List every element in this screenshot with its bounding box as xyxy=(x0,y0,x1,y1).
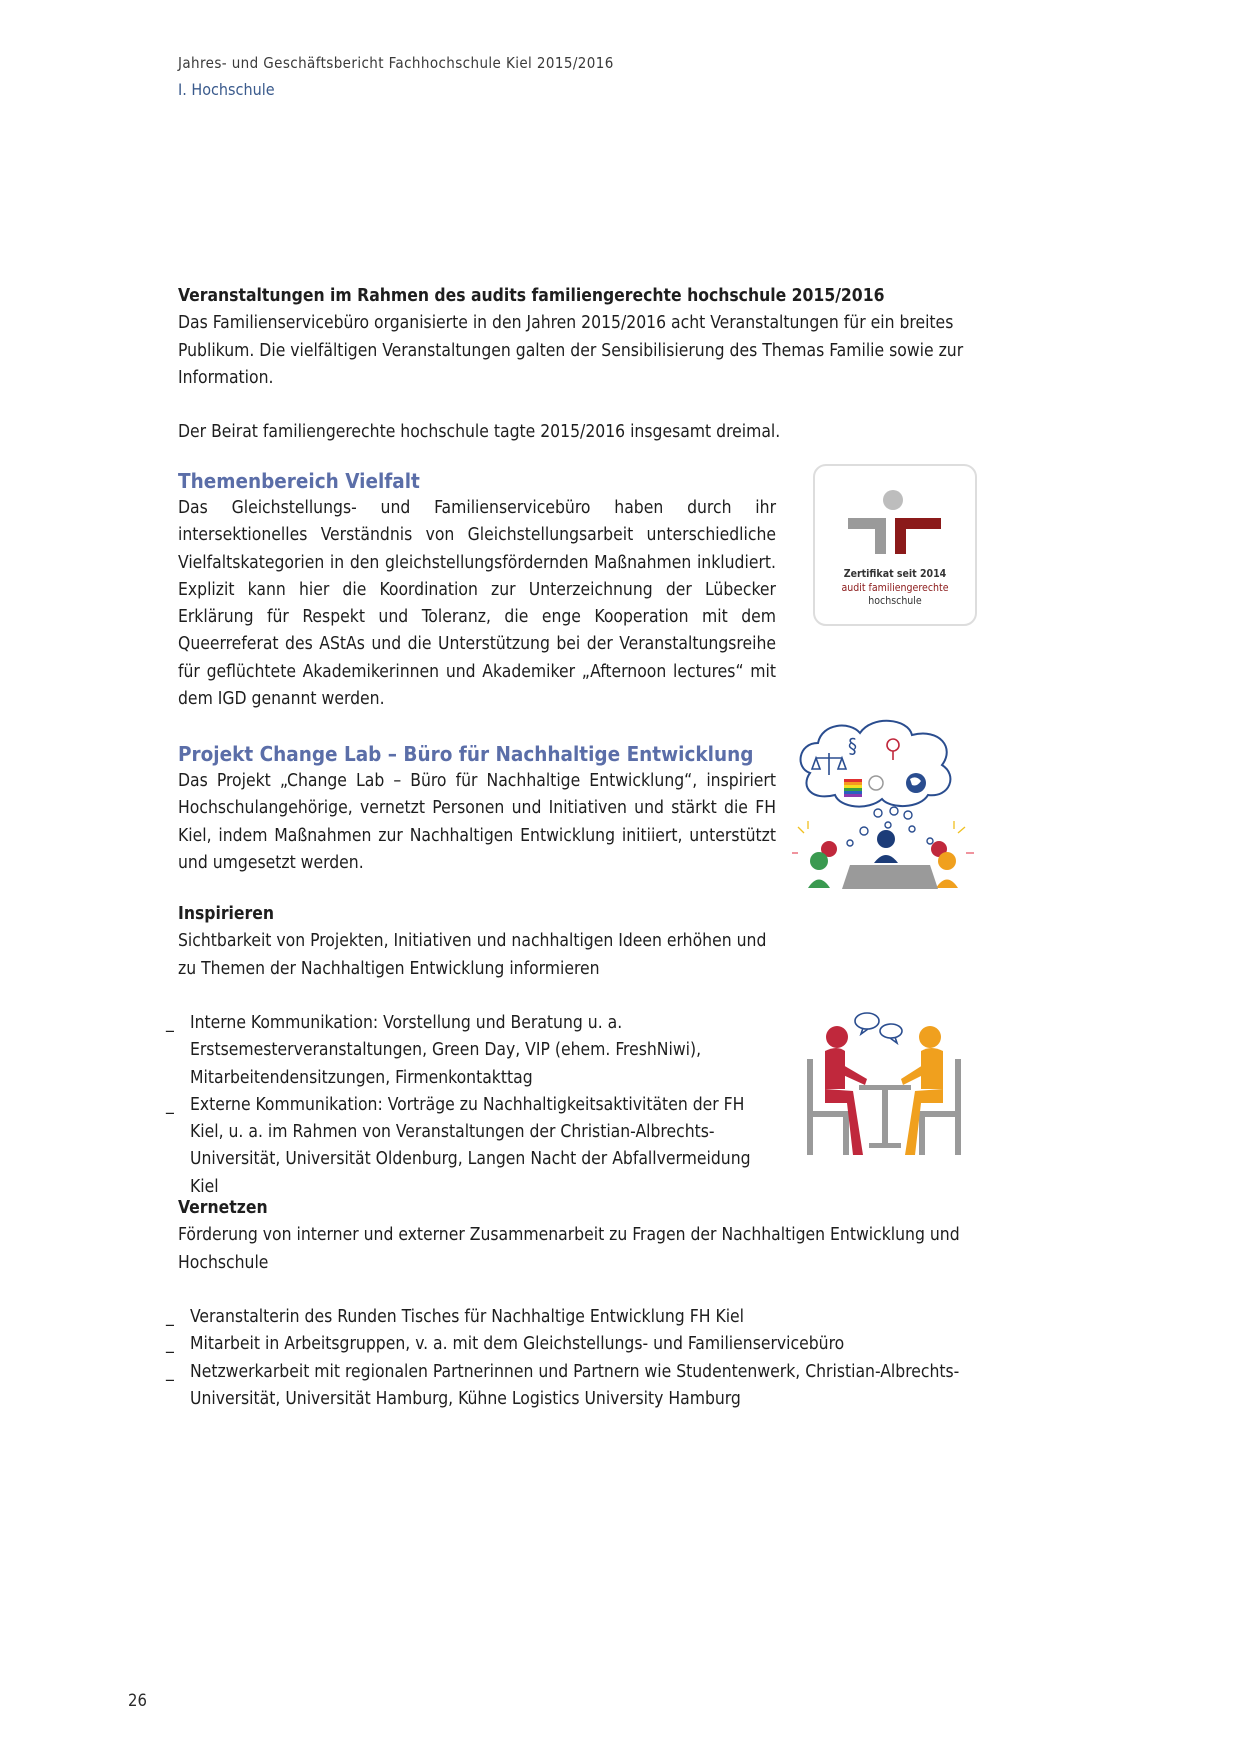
list-marker: _ xyxy=(166,1361,174,1382)
change-lab-illustration xyxy=(790,713,980,898)
list-item xyxy=(166,1010,774,1092)
list-marker: _ xyxy=(166,1013,174,1033)
diversity-section xyxy=(178,467,776,713)
diversity-paragraph: Das Gleichstellungs- und Familienservicebüro haben durch ihr intersektionelles Verständnis von Gleichstellungsarbeit unterschiedliche Vielfaltskategorien in den gleichstellungsfördernden Maßnahmen inkludiert. Explizit kann hier die Koordination zur Unterzeichnung der Lübecker Erklärung für Respekt und Toleranz, die enge Kooperation mit dem Queerreferat des AStAs und die Unterstützung bei der Veranstaltungsreihe für geflüchtete Akademikerinnen und Akademiker „Afternoon lectures“ mit dem IGD genannt werden. xyxy=(178,498,776,710)
list-item-text: Veranstalterin des Runden Tisches für Nachhaltige Entwicklung FH Kiel xyxy=(190,1307,745,1327)
network-heading: Vernetzen xyxy=(178,1198,268,1218)
inspire-section xyxy=(178,901,776,983)
changelab-title: Projekt Change Lab – Büro für Nachhaltige Entwicklung xyxy=(178,742,754,766)
certificate-line3: hochschule xyxy=(868,595,922,607)
list-item-text: Mitarbeit in Arbeitsgruppen, v. a. mit dem Gleichstellungs- und Familienservicebüro xyxy=(190,1334,845,1355)
list-item-text: Externe Kommunikation: Vorträge zu Nachhaltigkeitsaktivitäten der FH Kiel, u. a. im Rahmen von Veranstaltungen der Christian-Albrechts-Universität, Universität Oldenburg, Langen Nacht der Abfallvermeidung Kiel xyxy=(190,1094,751,1197)
list-marker: _ xyxy=(166,1334,174,1355)
inspire-list xyxy=(166,1010,774,1201)
section-label: I. Hochschule xyxy=(178,80,275,99)
list-marker: _ xyxy=(166,1307,174,1327)
inspire-heading: Inspirieren xyxy=(178,904,274,924)
inspire-paragraph: Sichtbarkeit von Projekten, Initiativen und nachhaltigen Ideen erhöhen und zu Themen der Nachhaltigen Entwicklung informieren xyxy=(178,931,767,979)
network-list xyxy=(166,1304,976,1413)
changelab-paragraph: Das Projekt „Change Lab – Büro für Nachhaltige Entwicklung“, inspiriert Hochschulangehörige, vernetzt Personen und Initiativen und stärkt die FH Kiel, indem Maßnahmen zur Nachhaltigen Entwicklung initiiert, unterstützt und umgesetzt werden. xyxy=(178,771,776,873)
list-item-text: Netzwerkarbeit mit regionalen Partnerinnen und Partnern wie Studentenwerk, Christian-Albrechts-Universität, Universität Hamburg, Kühne Logistics University Hamburg xyxy=(190,1361,960,1409)
events-paragraph: Das Familienservicebüro organisierte in den Jahren 2015/2016 acht Veranstaltungen für ein breites Publikum. Die vielfältigen Veranstaltungen galten der Sensibilisierung des Themas Familie sowie zur Information. xyxy=(178,313,964,388)
list-marker: _ xyxy=(166,1094,174,1115)
certificate-line1: Zertifikat seit 2014 xyxy=(843,568,947,580)
list-item xyxy=(166,1359,976,1414)
diversity-title: Themenbereich Vielfalt xyxy=(178,469,420,493)
certificate-line2: audit familiengerechte xyxy=(841,582,949,594)
advisory-board-paragraph: Der Beirat familiengerechte hochschule tagte 2015/2016 insgesamt dreimal. xyxy=(178,422,781,443)
certificate-logo xyxy=(811,462,979,628)
list-item-text: Interne Kommunikation: Vorstellung und Beratung u. a. Erstsemesterveranstaltungen, Green Day, VIP (ehem. FreshNiwi), Mitarbeitendensitzungen, Firmenkontakttag xyxy=(190,1013,702,1088)
changelab-section xyxy=(178,740,776,877)
report-title: Jahres- und Geschäftsbericht Fachhochschule Kiel 2015/2016 xyxy=(178,54,614,72)
network-paragraph: Förderung von interner und externer Zusammenarbeit zu Fragen der Nachhaltigen Entwicklung und Hochschule xyxy=(178,1225,960,1273)
conversation-illustration xyxy=(805,1007,965,1159)
list-item xyxy=(166,1304,976,1331)
page-number: 26 xyxy=(128,1691,147,1710)
events-heading: Veranstaltungen im Rahmen des audits familiengerechte hochschule 2015/2016 xyxy=(178,286,885,306)
list-item xyxy=(166,1331,976,1358)
events-section xyxy=(178,283,978,446)
svg-text:§: § xyxy=(848,734,857,758)
list-item xyxy=(166,1092,774,1201)
network-section xyxy=(178,1195,978,1277)
